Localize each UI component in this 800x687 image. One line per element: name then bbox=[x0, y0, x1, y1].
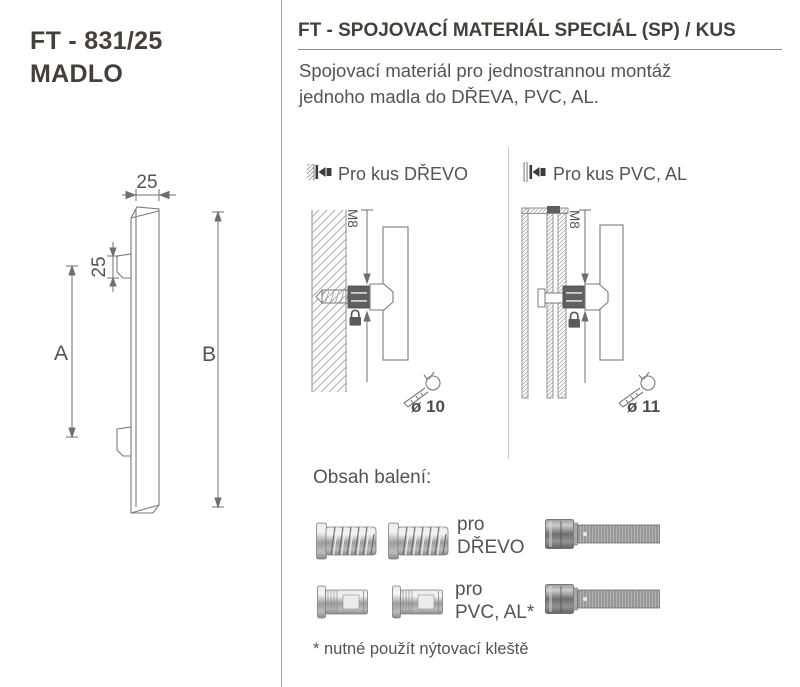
handle-bar bbox=[131, 207, 159, 513]
product-model: FT - 831/25 bbox=[30, 27, 163, 55]
connector-fitting bbox=[563, 286, 585, 308]
product-title bbox=[30, 25, 163, 91]
footnote: * nutné použít nýtovací kleště bbox=[313, 640, 529, 658]
dim-b-label: B bbox=[201, 343, 217, 366]
dim-width-label: 25 bbox=[136, 172, 158, 193]
dim-a-label: A bbox=[53, 342, 69, 365]
dim-offset-label: 25 bbox=[89, 256, 110, 278]
spec-description bbox=[299, 58, 749, 110]
connector-fitting bbox=[348, 286, 370, 308]
rivet-nut-image bbox=[317, 584, 369, 620]
wood-section-label: Pro kus DŘEVO bbox=[338, 164, 469, 184]
rivet-nut-image bbox=[392, 584, 444, 620]
pvc-thread-size-label: M8 bbox=[567, 210, 582, 229]
pvc-drill-size-label: ø 11 bbox=[627, 397, 661, 416]
lock-icon bbox=[350, 310, 362, 325]
lock-icon bbox=[569, 312, 581, 327]
wood-drill-size-label: ø 10 bbox=[411, 397, 446, 416]
handle-bracket-top bbox=[117, 254, 131, 278]
euro-screw-image bbox=[388, 520, 452, 562]
package-item-label-pvc: pro PVC, AL* bbox=[455, 579, 535, 623]
main-divider bbox=[281, 0, 282, 687]
spec-description-line2: jednoho madla do DŘEVA, PVC, AL. bbox=[299, 86, 599, 107]
section-divider bbox=[508, 147, 509, 459]
package-heading: Obsah balení: bbox=[313, 467, 432, 488]
pvc-mount-drawing bbox=[515, 200, 680, 420]
wood-screw bbox=[316, 290, 348, 303]
wood-mount-drawing bbox=[305, 200, 465, 420]
profile-anchor-icon bbox=[522, 162, 548, 182]
wood-thread-size-label: M8 bbox=[345, 209, 360, 228]
allen-bolt-image bbox=[545, 584, 663, 614]
spec-title: FT - SPOJOVACÍ MATERIÁL SPECIÁL (SP) / KUS bbox=[298, 20, 782, 50]
product-name: MADLO bbox=[30, 60, 124, 88]
wall-anchor-icon bbox=[307, 162, 333, 182]
pvc-section-label: Pro kus PVC, AL bbox=[553, 164, 688, 184]
handle-drawing bbox=[30, 160, 260, 520]
spec-description-line1: Spojovací materiál pro jednostrannou montáž bbox=[299, 60, 672, 81]
euro-screw-image bbox=[316, 520, 380, 562]
allen-bolt-image bbox=[545, 519, 663, 549]
package-item-label-wood: pro DŘEVO bbox=[457, 514, 525, 558]
handle-bracket-bottom bbox=[117, 427, 131, 456]
